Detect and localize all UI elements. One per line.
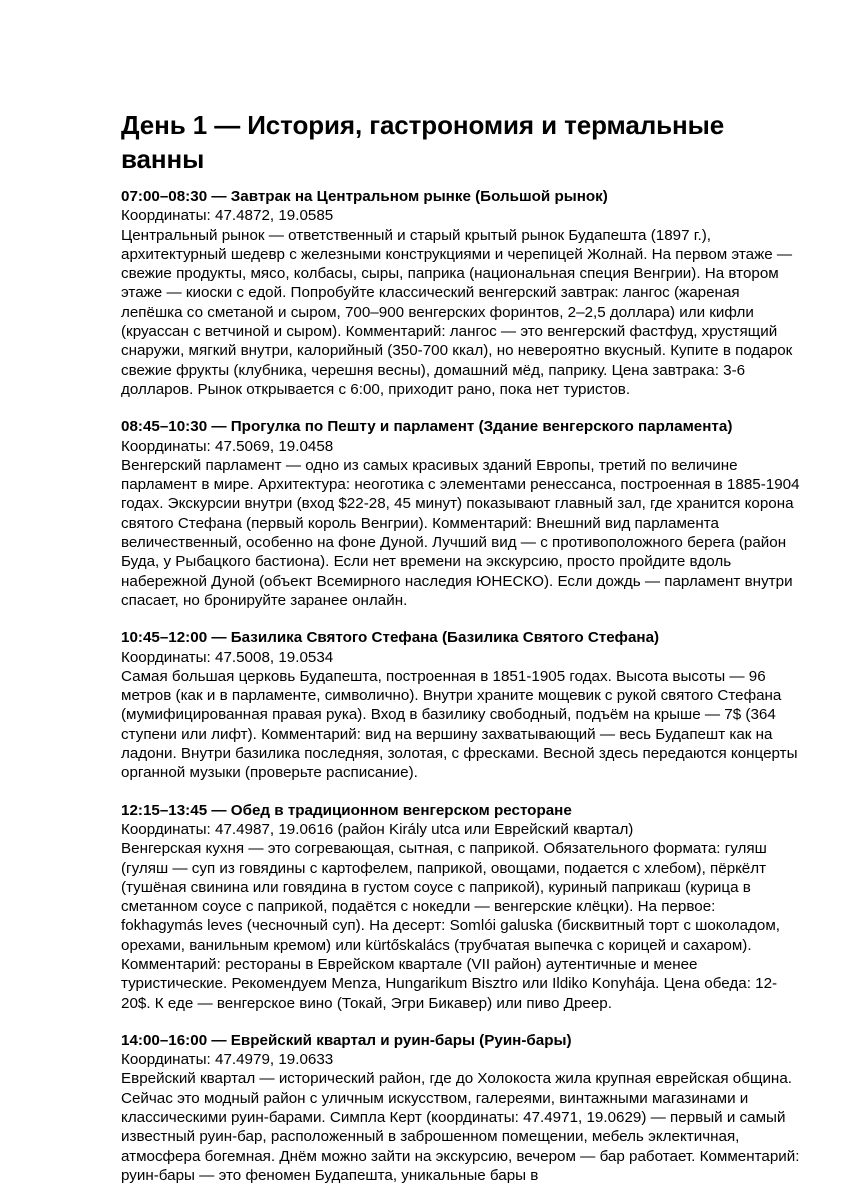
itinerary-entry (121, 1031, 801, 1185)
entry-heading: 10:45–12:00 — Базилика Святого Стефана (Базилика Святого Стефана) (121, 629, 660, 647)
entry-description: Венгерский парламент — одно из самых красивых зданий Европы, третий по величине парламент в мире. Архитектура: неоготика с элементами ренессанса, построенная в 1885-1904 годах. Экскурсии внутри (вход $22-28, 45 минут) показывают главный зал, где хранится корона святого Стефана (первый король Венгрии). Комментарий: Внешний вид парламента величественный, особенно на фоне Дуной. Лучший вид — с противоположного берега (район Буда, у Рыбацкого бастиона). Если нет времени на экскурсию, просто пройдите вдоль набережной Дуной (объект Всемирного наследия ЮНЕСКО). Если дождь — парламент внутри спасает, но бронируйте заранее онлайн. (121, 456, 800, 609)
itinerary-entry (121, 187, 801, 399)
entry-heading: 07:00–08:30 — Завтрак на Центральном рынке (Большой рынок) (121, 188, 608, 205)
entry-heading: 08:45–10:30 — Прогулка по Пешту и парламент (Здание венгерского парламента) (121, 418, 733, 436)
entry-description: Самая большая церковь Будапешта, построенная в 1851-1905 годах. Высота высоты — 96 метров (как и в парламенте, символично). Внутри храните мощевик с рукой святого Стефана (мумифицированная правая рука). Вход в базилику свободный, подъём на крыше — 7$ (364 ступени или лифт). Комментарий: вид на вершину захватывающий — весь Будапешт как на ладони. Внутри базилика последняя, золотая, с фресками. Весной здесь передаются концерты органной музыки (проверьте расписание). (121, 667, 798, 782)
entry-coordinates: Координаты: 47.4979, 19.0633 (121, 1051, 334, 1069)
entry-coordinates: Координаты: 47.4987, 19.0616 (район Király utca или Еврейский квартал) (121, 820, 634, 838)
entry-heading: 12:15–13:45 — Обед в традиционном венгерском ресторане (121, 801, 572, 819)
entry-coordinates: Координаты: 47.5008, 19.0534 (121, 648, 334, 666)
itinerary-entry (121, 417, 801, 610)
entry-coordinates: Координаты: 47.4872, 19.0585 (121, 207, 334, 225)
document-page (121, 108, 801, 1203)
entry-coordinates: Координаты: 47.5069, 19.0458 (121, 437, 334, 455)
day-title: День 1 — История, гастрономия и термальные ванны (121, 110, 725, 174)
itinerary-entry (121, 801, 801, 1013)
entry-description: Центральный рынок — ответственный и старый крытый рынок Будапешта (1897 г.), архитектурный шедевр с железными конструкциями и черепицей Жолнай. На первом этаже — свежие продукты, мясо, колбасы, сыры, паприка (национальная специя Венгрии). На втором этаже — киоски с едой. Попробуйте классический венгерский завтрак: лангос (жареная лепёшка со сметаной и сыром, 700–900 венгерских форинтов, 2–2,5 доллара) или кифли (круассан с ветчиной и сыром). Комментарий: лангос — это венгерский фастфуд, хрустящий снаружи, мягкий внутри, калорийный (350-700 ккал), но невероятно вкусный. Купите в подарок свежие фрукты (клубника, черешня весны), домашний мёд, паприку. Цена завтрака: 3-6 долларов. Рынок открывается с 6:00, приходит рано, пока нет туристов. (121, 226, 793, 398)
itinerary-entry (121, 628, 801, 782)
entry-heading: 14:00–16:00 — Еврейский квартал и руин-бары (Руин-бары) (121, 1031, 572, 1049)
entry-description: Еврейский квартал — исторический район, где до Холокоста жила крупная еврейская община. Сейчас это модный район с уличным искусством, галереями, винтажными магазинами и классическими руин-барами. Симпла Керт (координаты: 47.4971, 19.0629) — первый и самый известный руин-бар, расположенный в заброшенном помещении, мебель эклектичная, атмосфера богемная. Днём можно зайти на экскурсию, вечером — бар работает. Комментарий: руин-бары — это феномен Будапешта, уникальные бары в (121, 1070, 800, 1184)
entry-description: Венгерская кухня — это согревающая, сытная, с паприкой. Обязательного формата: гуляш (гуляш — суп из говядины с картофелем, паприкой, овощами, подается с хлебом), пёркёлт (тушёная свинина или говядина в густом соусе с паприкой), куриный паприкаш (курица в сметанном соусе с паприкой, подаётся с нокедли — венгерские клёцки). На первое: fokhagymás leves (чесночный суп). На десерт: Somlói galuska (бисквитный торт с шоколадом, орехами, ванильным кремом) или kürtőskalács (трубчатая выпечка с корицей и сахаром). Комментарий: рестораны в Еврейском квартале (VII район) аутентичные и менее туристические. Рекомендуем Menza, Hungarikum Bisztro или Ildiko Konyhája. Цена обеда: 12-20$. К еде — венгерское вино (Токай, Эгри Бикавер) или пиво Дреер. (121, 840, 780, 1012)
